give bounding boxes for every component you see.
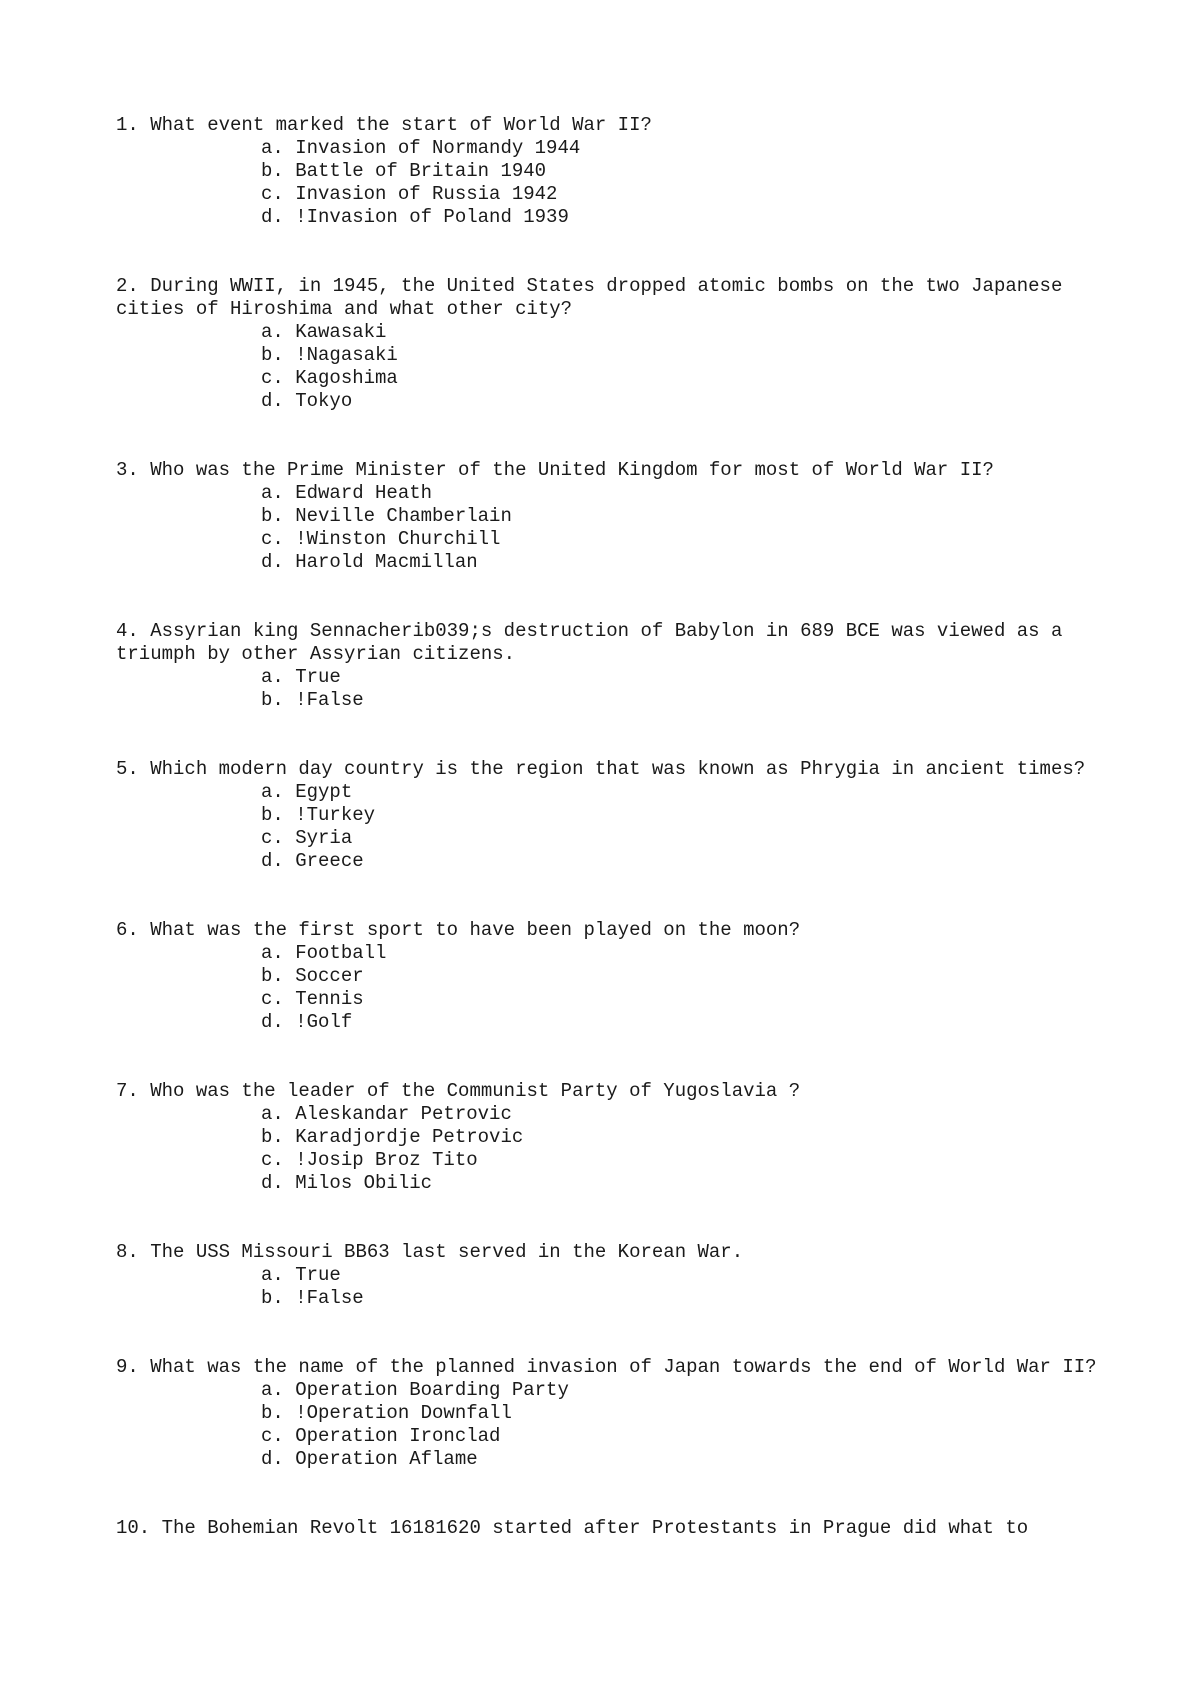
question-text: 1. What event marked the start of World War II? xyxy=(116,114,652,136)
answer-option: a. Edward Heath xyxy=(261,482,433,504)
answer-option: c. Tennis xyxy=(261,988,364,1010)
question-block xyxy=(116,275,1126,413)
answer-option: d. Operation Aflame xyxy=(261,1448,478,1470)
question-text: 7. Who was the leader of the Communist Party of Yugoslavia ? xyxy=(116,1080,801,1102)
question-block xyxy=(116,919,1126,1034)
answer-option: d. Tokyo xyxy=(261,390,353,412)
question-block xyxy=(116,1517,1126,1540)
answer-option: a. True xyxy=(261,666,341,688)
answer-option: b. Battle of Britain 1940 xyxy=(261,160,547,182)
question-block xyxy=(116,1356,1126,1471)
answer-option: b. Karadjordje Petrovic xyxy=(261,1126,524,1148)
option-list xyxy=(116,137,1126,229)
question-text: 3. Who was the Prime Minister of the United Kingdom for most of World War II? xyxy=(116,459,994,481)
question-block xyxy=(116,758,1126,873)
question-text: 4. Assyrian king Sennacherib039;s destruction of Babylon in 689 BCE was viewed as a triumph by other Assyrian citizens. xyxy=(116,620,1074,665)
answer-option: d. !Invasion of Poland 1939 xyxy=(261,206,569,228)
option-list xyxy=(116,1264,1126,1310)
answer-option: a. Kawasaki xyxy=(261,321,387,343)
answer-option: c. !Josip Broz Tito xyxy=(261,1149,478,1171)
answer-option: d. Greece xyxy=(261,850,364,872)
question-block xyxy=(116,620,1126,712)
option-list xyxy=(116,321,1126,413)
answer-option: b. !Turkey xyxy=(261,804,376,826)
answer-option: b. !Nagasaki xyxy=(261,344,398,366)
option-list xyxy=(116,1103,1126,1195)
option-list xyxy=(116,1379,1126,1471)
question-block xyxy=(116,114,1126,229)
answer-option: a. True xyxy=(261,1264,341,1286)
answer-option: c. !Winston Churchill xyxy=(261,528,501,550)
answer-option: c. Syria xyxy=(261,827,353,849)
answer-option: c. Kagoshima xyxy=(261,367,398,389)
answer-option: d. Harold Macmillan xyxy=(261,551,478,573)
answer-option: c. Operation Ironclad xyxy=(261,1425,501,1447)
option-list xyxy=(116,666,1126,712)
answer-option: b. !Operation Downfall xyxy=(261,1402,512,1424)
question-text: 6. What was the first sport to have been played on the moon? xyxy=(116,919,801,941)
answer-option: a. Egypt xyxy=(261,781,353,803)
option-list xyxy=(116,942,1126,1034)
answer-option: b. Soccer xyxy=(261,965,364,987)
answer-option: b. !False xyxy=(261,689,364,711)
answer-option: a. Invasion of Normandy 1944 xyxy=(261,137,581,159)
question-text: 2. During WWII, in 1945, the United States dropped atomic bombs on the two Japanese cities of Hiroshima and what other city? xyxy=(116,275,1074,320)
question-block xyxy=(116,1241,1126,1310)
question-text: 5. Which modern day country is the region that was known as Phrygia in ancient times? xyxy=(116,758,1086,780)
question-block xyxy=(116,459,1126,574)
question-text: 9. What was the name of the planned invasion of Japan towards the end of World War II? xyxy=(116,1356,1097,1378)
answer-option: a. Football xyxy=(261,942,387,964)
answer-option: d. Milos Obilic xyxy=(261,1172,433,1194)
answer-option: c. Invasion of Russia 1942 xyxy=(261,183,558,205)
question-text: 8. The USS Missouri BB63 last served in the Korean War. xyxy=(116,1241,744,1263)
answer-option: b. Neville Chamberlain xyxy=(261,505,512,527)
answer-option: a. Aleskandar Petrovic xyxy=(261,1103,512,1125)
answer-option: d. !Golf xyxy=(261,1011,353,1033)
question-text: 10. The Bohemian Revolt 16181620 started after Protestants in Prague did what to xyxy=(116,1517,1029,1539)
option-list xyxy=(116,781,1126,873)
answer-option: a. Operation Boarding Party xyxy=(261,1379,569,1401)
answer-option: b. !False xyxy=(261,1287,364,1309)
quiz-document xyxy=(116,114,1126,1586)
question-block xyxy=(116,1080,1126,1195)
option-list xyxy=(116,482,1126,574)
